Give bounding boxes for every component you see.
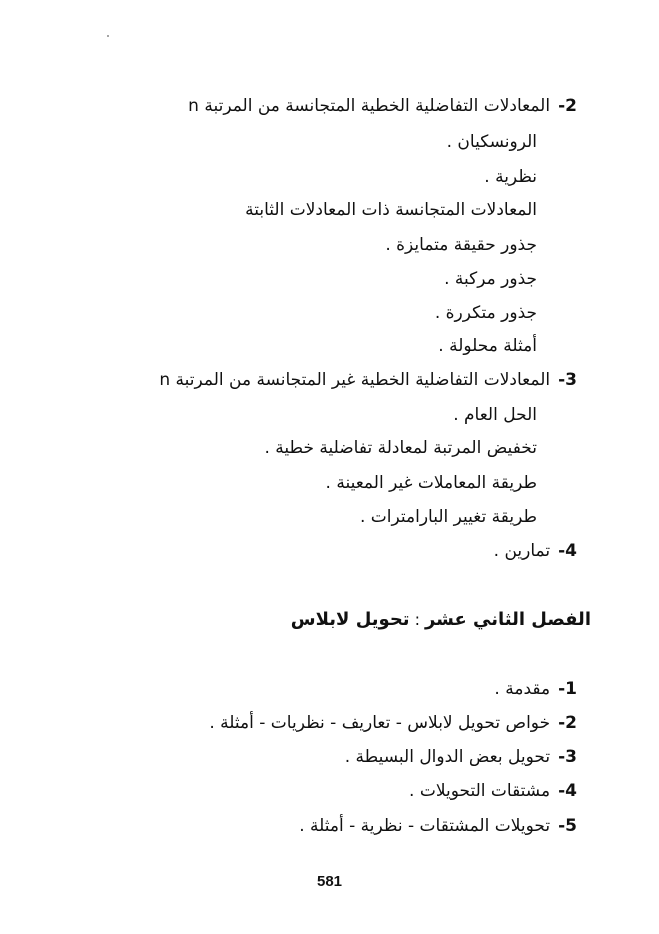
section-2-item: جذور حقيقة متمايزة . [385, 235, 537, 255]
chapter-heading [291, 609, 591, 630]
chapter-item-number: 2- [558, 713, 577, 733]
chapter-item [345, 747, 577, 767]
section-2-item: نظرية . [484, 167, 537, 187]
chapter-item-text: خواص تحويل لابلاس - تعاريف - نظريات - أمثلة . [209, 713, 551, 733]
section-2-title: المعادلات التفاضلية الخطية المتجانسة من المرتبة n [188, 96, 551, 116]
chapter-item [299, 816, 577, 836]
section-3-item: الحل العام . [453, 405, 537, 425]
section-3-title: المعادلات التفاضلية الخطية غير المتجانسة من المرتبة n [159, 370, 551, 390]
section-3-number: 3- [558, 370, 577, 390]
chapter-label: الفصل الثاني عشر [424, 609, 591, 630]
section-4-number: 4- [558, 541, 577, 561]
chapter-item [409, 781, 577, 801]
section-2-item: جذور متكررة . [434, 303, 537, 323]
section-2-item: المعادلات المتجانسة ذات المعادلات الثابتة [245, 200, 537, 220]
section-2-heading [188, 96, 577, 116]
chapter-item-text: مقدمة . [494, 679, 551, 699]
section-2-item: الرونسكيان . [446, 132, 537, 152]
section-3-item: طريقة المعاملات غير المعينة . [325, 473, 537, 493]
chapter-item-text: تحويلات المشتقات - نظرية - أمثلة . [299, 816, 551, 836]
section-2-item: أمثلة محلولة . [438, 336, 537, 356]
chapter-item [209, 713, 577, 733]
section-2-item: جذور مركبة . [444, 269, 537, 289]
chapter-item [494, 679, 577, 699]
chapter-item-text: مشتقات التحويلات . [409, 781, 551, 801]
section-2-number: 2- [558, 96, 577, 116]
chapter-separator: : [414, 610, 420, 629]
section-4-title: تمارين . [493, 541, 551, 561]
section-3-item: طريقة تغيير البارامترات . [359, 507, 537, 527]
chapter-item-number: 5- [558, 816, 577, 836]
chapter-item-number: 4- [558, 781, 577, 801]
chapter-title: تحويل لابلاس [290, 609, 410, 630]
chapter-item-text: تحويل بعض الدوال البسيطة . [344, 747, 551, 767]
scan-speck [107, 35, 109, 37]
chapter-item-number: 3- [558, 747, 577, 767]
section-3-item: تخفيض المرتبة لمعادلة تفاضلية خطية . [264, 438, 537, 458]
page-number: 581 [316, 873, 343, 890]
section-4-heading [494, 541, 577, 561]
chapter-item-number: 1- [558, 679, 577, 699]
section-3-heading [159, 370, 577, 390]
